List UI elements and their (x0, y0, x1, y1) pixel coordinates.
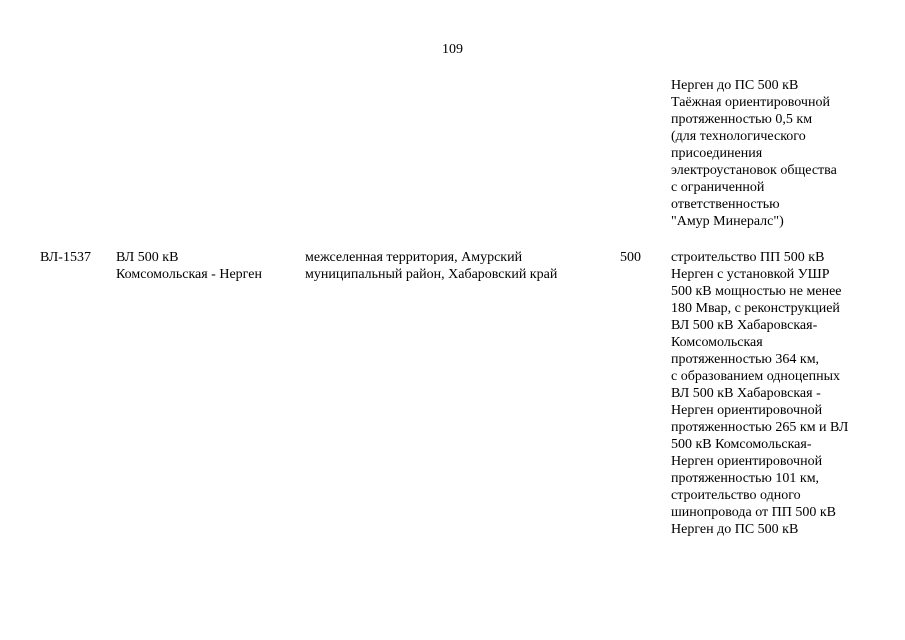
text-line: 500 кВ Комсомольская- (671, 437, 812, 452)
object-code-text: ВЛ-1537 (40, 250, 91, 265)
text-line: межселенная территория, Амурский (305, 250, 523, 265)
text-line: протяженностью 265 км и ВЛ (671, 420, 849, 435)
text-line: Таёжная ориентировочной (671, 95, 830, 110)
text-line: с образованием одноцепных (671, 369, 841, 384)
text-line: ответственностью (671, 197, 780, 212)
text-line: строительство одного (671, 488, 801, 503)
text-line: Нерген до ПС 500 кВ (671, 78, 799, 93)
text-line: 180 Мвар, с реконструкцией (671, 301, 840, 316)
voltage-text: 500 (620, 250, 641, 265)
continued-description (671, 77, 881, 230)
text-line: Комсомольская - Нерген (116, 267, 262, 282)
text-line: Нерген с установкой УШР (671, 267, 830, 282)
text-line: ВЛ 500 кВ Хабаровская - (671, 386, 821, 401)
page-number: 109 (442, 42, 463, 57)
text-line: с ограниченной (671, 180, 765, 195)
text-line: строительство ПП 500 кВ (671, 250, 825, 265)
object-name (116, 249, 296, 283)
text-line: присоединения (671, 146, 763, 161)
text-line: 500 кВ мощностью не менее (671, 284, 842, 299)
text-line: Комсомольская (671, 335, 763, 350)
text-line: муниципальный район, Хабаровский край (305, 267, 558, 282)
object-description (671, 249, 881, 538)
text-line: Нерген ориентировочной (671, 454, 823, 469)
text-line: "Амур Минералс") (671, 214, 784, 229)
text-line: Нерген ориентировочной (671, 403, 823, 418)
text-line: ВЛ 500 кВ Хабаровская- (671, 318, 818, 333)
text-line: Нерген до ПС 500 кВ (671, 522, 799, 537)
text-line: протяженностью 101 км, (671, 471, 820, 486)
text-line: электроустановок общества (671, 163, 837, 178)
text-line: (для технологического (671, 129, 806, 144)
text-line: протяженностью 0,5 км (671, 112, 813, 127)
object-location (305, 249, 605, 283)
text-line: ВЛ 500 кВ (116, 250, 179, 265)
text-line: протяженностью 364 км, (671, 352, 820, 367)
voltage-value (620, 249, 660, 266)
object-code (40, 249, 110, 266)
text-line: шинопровода от ПП 500 кВ (671, 505, 836, 520)
